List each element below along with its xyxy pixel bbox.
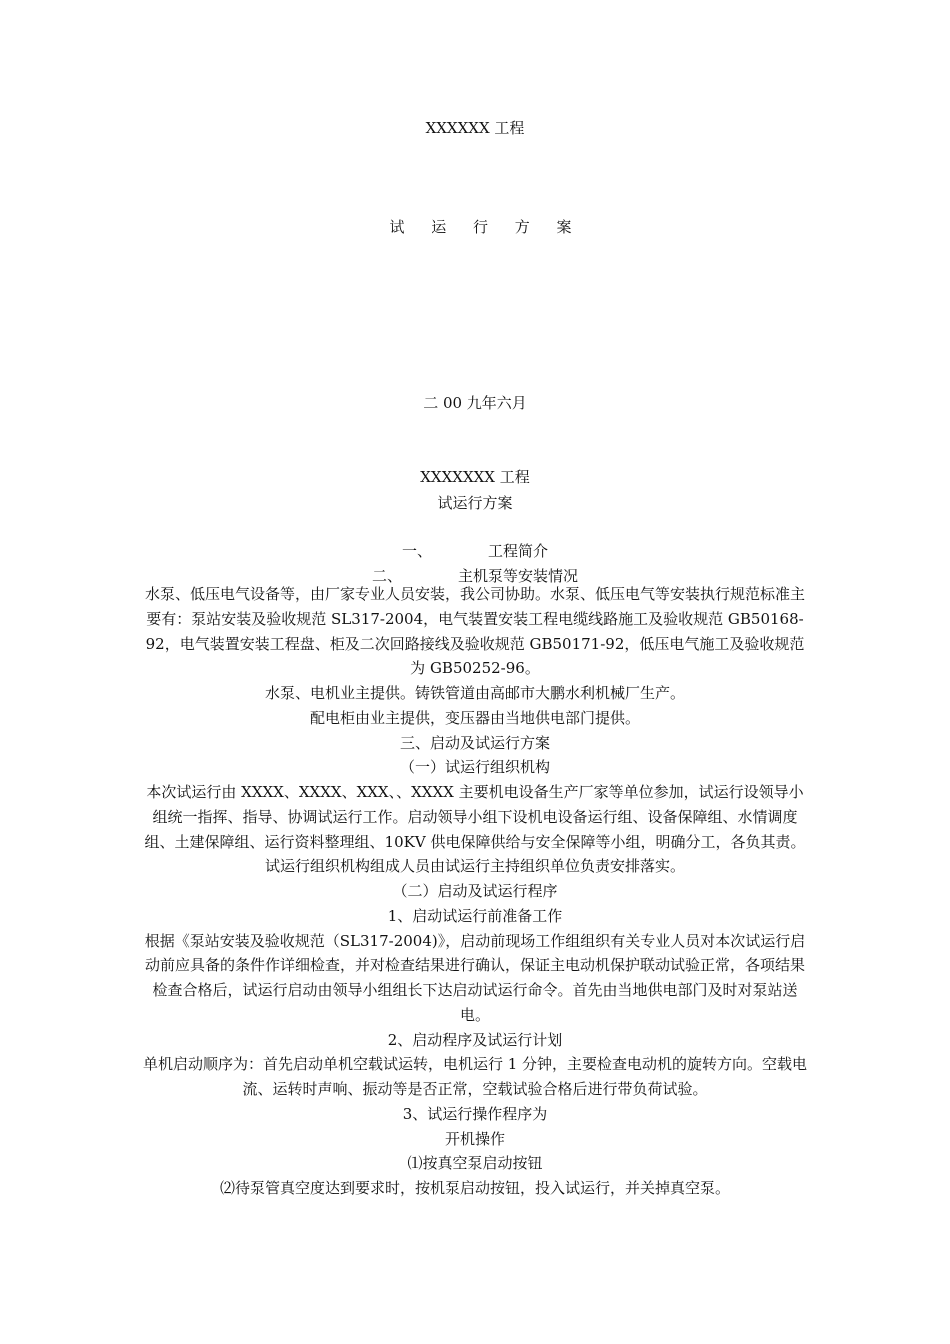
document-body [0, 582, 950, 1201]
section-title-2: 主机泵等安装情况 [458, 567, 579, 585]
heading-start-plan: 2、启动程序及试运行计划 [387, 1030, 563, 1049]
paragraph-organization: 本次试运行由 XXXX、XXXX、XXX、、XXXX 主要机电设备生产厂家等单位参加，试运行设领导小组统一指挥、指导、协调试运行工作。启动领导小组下设机电设备运行组、设备保障组、水情调度组、土建保障组、运行资料整理组、10KV 供电保障供给与安全保障等小组，明确分工，各负其责。试运行组织机构组成人员由试运行主持组织单位负责安排落实。 [144, 783, 806, 876]
step-1: ⑴按真空泵启动按钮 [407, 1154, 543, 1173]
header-plan-title: 试运行方案 [437, 494, 513, 512]
paragraph-installation: 水泵、低压电气设备等，由厂家专业人员安装，我公司协助。水泵、低压电气等安装执行规范标准主要有：泵站安装及验收规范 SL317-2004，电气装置安装工程电缆线路施工及验收规范 GB50168-92，电气装置安装工程盘、柜及二次回路接线及验收规范 GB50171-92，低压电气施工及验收规范为 GB50252-96。 [144, 585, 805, 678]
paragraph-cabinet-supply: 配电柜由业主提供，变压器由当地供电部门提供。 [309, 708, 640, 727]
paragraph-pump-supply: 水泵、电机业主提供。铸铁管道由高邮市大鹏水利机械厂生产。 [264, 684, 685, 702]
section-number-2: 二、 [371, 567, 402, 585]
section-heading-1 [0, 541, 950, 561]
cover-project-title: XXXXXX 工程 [425, 119, 525, 137]
heading-organization: （一）试运行组织机构 [399, 758, 550, 777]
step-2: ⑵待泵管真空度达到要求时，按机泵启动按钮，投入试运行，并关掉真空泵。 [219, 1179, 730, 1197]
heading-operation: 3、试运行操作程序为 [402, 1104, 548, 1123]
header-project-title: XXXXXXX 工程 [420, 468, 530, 486]
section-title-1: 工程简介 [488, 542, 549, 560]
heading-preparation: 1、启动试运行前准备工作 [387, 906, 563, 925]
paragraph-preparation: 根据《泵站安装及验收规范（SL317-2004)》，启动前现场工作组组织有关专业人员对本次试运行启动前应具备的条件作详细检查，并对检查结果进行确认，保证主电动机保护联动试验正常，各项结果检查合格后，试运行启动由领导小组组长下达启动试运行命令。首先由当地供电部门及时对泵站送电。 [144, 931, 806, 1024]
section-number-1: 一、 [401, 542, 432, 560]
cover-date: 二 00 九年六月 [423, 394, 527, 412]
heading-startup: 开机操作 [444, 1129, 505, 1148]
heading-procedure: （二）启动及试运行程序 [392, 882, 558, 900]
paragraph-start-plan: 单机启动顺序为：首先启动单机空载试运转，电机运行 1 分钟，主要检查电动机的旋转方向。空载电流、运转时声响、振动等是否正常，空载试验合格后进行带负荷试验。 [142, 1055, 808, 1098]
heading-section-3: 三、启动及试运行方案 [399, 733, 550, 752]
cover-plan-title: 试 运 行 方 案 [389, 218, 583, 236]
